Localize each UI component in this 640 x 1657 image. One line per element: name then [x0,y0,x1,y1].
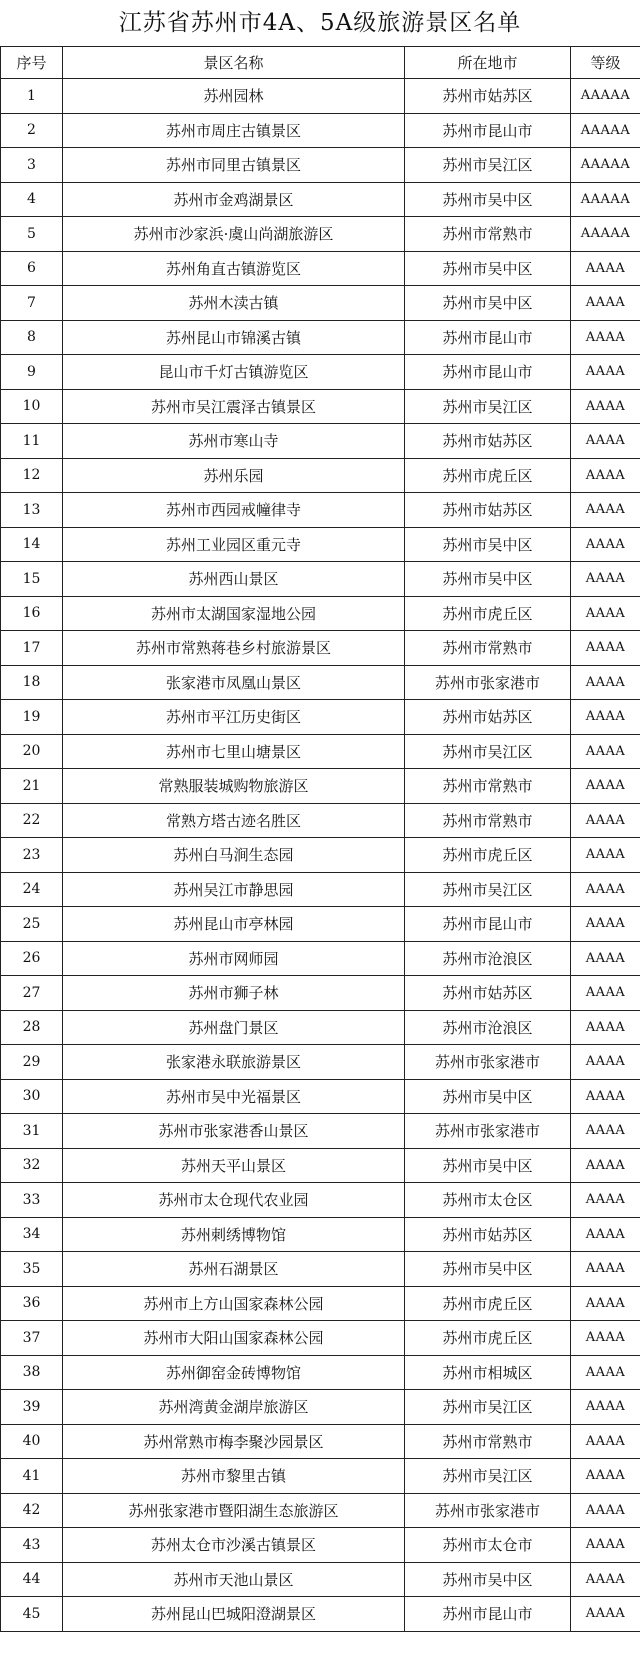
cell-no: 34 [1,1217,63,1252]
cell-city: 苏州市昆山市 [405,320,571,355]
cell-name: 苏州市常熟蒋巷乡村旅游景区 [63,631,405,666]
table-row [1,1286,640,1321]
cell-city: 苏州市吴中区 [405,1562,571,1597]
cell-name: 苏州园林 [63,79,405,114]
cell-name: 苏州市周庄古镇景区 [63,113,405,148]
cell-no: 40 [1,1424,63,1459]
cell-grade: AAAA [571,907,640,942]
table-row [1,907,640,942]
table-row [1,493,640,528]
table-row [1,941,640,976]
cell-name: 苏州市网师园 [63,941,405,976]
cell-name: 苏州工业园区重元寺 [63,527,405,562]
cell-no: 5 [1,217,63,252]
cell-grade: AAAA [571,320,640,355]
cell-no: 8 [1,320,63,355]
cell-grade: AAAA [571,1148,640,1183]
cell-name: 苏州湾黄金湖岸旅游区 [63,1390,405,1425]
cell-no: 7 [1,286,63,321]
header-name: 景区名称 [63,47,405,79]
cell-no: 18 [1,665,63,700]
table-row [1,113,640,148]
cell-grade: AAAAA [571,182,640,217]
cell-grade: AAAA [571,424,640,459]
cell-city: 苏州市吴中区 [405,562,571,597]
cell-grade: AAAA [571,355,640,390]
cell-name: 苏州乐园 [63,458,405,493]
cell-no: 39 [1,1390,63,1425]
cell-grade: AAAA [571,493,640,528]
cell-no: 2 [1,113,63,148]
cell-name: 苏州刺绣博物馆 [63,1217,405,1252]
cell-grade: AAAA [571,1183,640,1218]
cell-no: 26 [1,941,63,976]
cell-grade: AAAA [571,665,640,700]
cell-city: 苏州市常熟市 [405,1424,571,1459]
cell-city: 苏州市吴中区 [405,527,571,562]
cell-grade: AAAAA [571,79,640,114]
cell-grade: AAAA [571,458,640,493]
cell-grade: AAAA [571,1252,640,1287]
cell-city: 苏州市吴中区 [405,1079,571,1114]
cell-grade: AAAA [571,872,640,907]
cell-name: 常熟方塔古迹名胜区 [63,803,405,838]
cell-grade: AAAA [571,1459,640,1494]
cell-name: 苏州市同里古镇景区 [63,148,405,183]
cell-name: 张家港市凤凰山景区 [63,665,405,700]
cell-grade: AAAAA [571,217,640,252]
cell-grade: AAAA [571,1597,640,1632]
cell-name: 苏州太仓市沙溪古镇景区 [63,1528,405,1563]
table-row [1,355,640,390]
table-row [1,1459,640,1494]
table-row [1,458,640,493]
cell-grade: AAAAA [571,113,640,148]
cell-name: 苏州石湖景区 [63,1252,405,1287]
cell-city: 苏州市姑苏区 [405,424,571,459]
table-row [1,1528,640,1563]
cell-no: 13 [1,493,63,528]
cell-no: 6 [1,251,63,286]
cell-city: 苏州市姑苏区 [405,493,571,528]
cell-city: 苏州市沧浪区 [405,941,571,976]
cell-city: 苏州市吴中区 [405,251,571,286]
cell-no: 37 [1,1321,63,1356]
table-row [1,389,640,424]
cell-name: 张家港永联旅游景区 [63,1045,405,1080]
cell-name: 苏州角直古镇游览区 [63,251,405,286]
cell-grade: AAAAA [571,148,640,183]
cell-city: 苏州市常熟市 [405,803,571,838]
table-row [1,1321,640,1356]
cell-no: 11 [1,424,63,459]
cell-no: 21 [1,769,63,804]
cell-no: 12 [1,458,63,493]
cell-no: 31 [1,1114,63,1149]
table-row [1,1252,640,1287]
table-row [1,527,640,562]
cell-grade: AAAA [571,389,640,424]
cell-city: 苏州市常熟市 [405,631,571,666]
cell-name: 苏州市平江历史街区 [63,700,405,735]
table-row [1,1493,640,1528]
cell-name: 苏州市吴江震泽古镇景区 [63,389,405,424]
cell-city: 苏州市太仓市 [405,1528,571,1563]
table-row [1,424,640,459]
cell-city: 苏州市虎丘区 [405,1321,571,1356]
cell-grade: AAAA [571,631,640,666]
cell-name: 苏州西山景区 [63,562,405,597]
cell-city: 苏州市常熟市 [405,217,571,252]
cell-city: 苏州市姑苏区 [405,1217,571,1252]
cell-no: 15 [1,562,63,597]
cell-no: 17 [1,631,63,666]
table-row [1,1183,640,1218]
cell-no: 43 [1,1528,63,1563]
cell-grade: AAAA [571,1562,640,1597]
cell-no: 38 [1,1355,63,1390]
cell-name: 苏州市七里山塘景区 [63,734,405,769]
cell-name: 苏州市狮子林 [63,976,405,1011]
cell-city: 苏州市张家港市 [405,1114,571,1149]
cell-name: 苏州市黎里古镇 [63,1459,405,1494]
table-row [1,1148,640,1183]
table-row [1,700,640,735]
table-row [1,1010,640,1045]
cell-name: 苏州御窑金砖博物馆 [63,1355,405,1390]
cell-city: 苏州市姑苏区 [405,700,571,735]
cell-grade: AAAA [571,976,640,1011]
cell-no: 36 [1,1286,63,1321]
cell-city: 苏州市张家港市 [405,1493,571,1528]
cell-name: 苏州常熟市梅李聚沙园景区 [63,1424,405,1459]
cell-city: 苏州市吴中区 [405,1252,571,1287]
cell-no: 10 [1,389,63,424]
cell-grade: AAAA [571,1493,640,1528]
cell-grade: AAAA [571,527,640,562]
cell-name: 昆山市千灯古镇游览区 [63,355,405,390]
table-row [1,286,640,321]
table-header-row [1,47,640,79]
cell-grade: AAAA [571,803,640,838]
cell-city: 苏州市相城区 [405,1355,571,1390]
cell-no: 27 [1,976,63,1011]
cell-no: 42 [1,1493,63,1528]
table-row [1,1114,640,1149]
cell-grade: AAAA [571,1424,640,1459]
cell-city: 苏州市吴江区 [405,872,571,907]
cell-city: 苏州市吴江区 [405,1459,571,1494]
table-row [1,79,640,114]
table-row [1,1355,640,1390]
cell-city: 苏州市张家港市 [405,665,571,700]
cell-name: 苏州市金鸡湖景区 [63,182,405,217]
cell-city: 苏州市昆山市 [405,355,571,390]
cell-grade: AAAA [571,700,640,735]
cell-name: 苏州昆山市亭林园 [63,907,405,942]
cell-no: 25 [1,907,63,942]
cell-city: 苏州市虎丘区 [405,838,571,873]
header-no: 序号 [1,47,63,79]
table-row [1,1424,640,1459]
cell-name: 苏州盘门景区 [63,1010,405,1045]
cell-name: 苏州张家港市暨阳湖生态旅游区 [63,1493,405,1528]
cell-name: 苏州白马涧生态园 [63,838,405,873]
cell-grade: AAAA [571,596,640,631]
cell-no: 20 [1,734,63,769]
cell-name: 苏州昆山市锦溪古镇 [63,320,405,355]
cell-name: 苏州木渎古镇 [63,286,405,321]
cell-no: 3 [1,148,63,183]
table-row [1,838,640,873]
cell-name: 苏州市沙家浜·虞山尚湖旅游区 [63,217,405,252]
cell-no: 33 [1,1183,63,1218]
table-row [1,665,640,700]
cell-name: 苏州市大阳山国家森林公园 [63,1321,405,1356]
cell-no: 19 [1,700,63,735]
cell-city: 苏州市虎丘区 [405,1286,571,1321]
cell-city: 苏州市昆山市 [405,907,571,942]
header-grade: 等级 [571,47,640,79]
cell-grade: AAAA [571,1217,640,1252]
cell-grade: AAAA [571,251,640,286]
cell-name: 苏州昆山巴城阳澄湖景区 [63,1597,405,1632]
cell-no: 29 [1,1045,63,1080]
cell-no: 44 [1,1562,63,1597]
table-body [1,79,640,1632]
table-row [1,596,640,631]
cell-grade: AAAA [571,1321,640,1356]
cell-grade: AAAA [571,1355,640,1390]
cell-name: 苏州市上方山国家森林公园 [63,1286,405,1321]
cell-grade: AAAA [571,286,640,321]
table-row [1,251,640,286]
cell-city: 苏州市吴江区 [405,389,571,424]
cell-name: 苏州市天池山景区 [63,1562,405,1597]
cell-city: 苏州市吴江区 [405,1390,571,1425]
cell-no: 45 [1,1597,63,1632]
table-row [1,182,640,217]
cell-grade: AAAA [571,1390,640,1425]
cell-no: 24 [1,872,63,907]
table-row [1,562,640,597]
cell-grade: AAAA [571,1286,640,1321]
table-row [1,769,640,804]
cell-city: 苏州市吴中区 [405,182,571,217]
cell-no: 35 [1,1252,63,1287]
cell-name: 常熟服装城购物旅游区 [63,769,405,804]
cell-grade: AAAA [571,1114,640,1149]
cell-no: 14 [1,527,63,562]
cell-city: 苏州市吴江区 [405,734,571,769]
table-row [1,1562,640,1597]
cell-no: 16 [1,596,63,631]
table-row [1,872,640,907]
cell-no: 22 [1,803,63,838]
table-row [1,1079,640,1114]
cell-name: 苏州天平山景区 [63,1148,405,1183]
cell-name: 苏州市太湖国家湿地公园 [63,596,405,631]
table-row [1,1390,640,1425]
cell-name: 苏州市太仓现代农业园 [63,1183,405,1218]
table-row [1,217,640,252]
cell-no: 1 [1,79,63,114]
table-row [1,1217,640,1252]
cell-city: 苏州市太仓区 [405,1183,571,1218]
cell-no: 28 [1,1010,63,1045]
table-row [1,631,640,666]
cell-grade: AAAA [571,1045,640,1080]
cell-no: 4 [1,182,63,217]
header-city: 所在地市 [405,47,571,79]
cell-city: 苏州市常熟市 [405,769,571,804]
cell-no: 30 [1,1079,63,1114]
cell-city: 苏州市虎丘区 [405,596,571,631]
cell-no: 32 [1,1148,63,1183]
cell-city: 苏州市姑苏区 [405,79,571,114]
cell-name: 苏州吴江市静思园 [63,872,405,907]
cell-name: 苏州市吴中光福景区 [63,1079,405,1114]
cell-city: 苏州市昆山市 [405,1597,571,1632]
cell-grade: AAAA [571,769,640,804]
cell-grade: AAAA [571,1079,640,1114]
cell-city: 苏州市沧浪区 [405,1010,571,1045]
cell-grade: AAAA [571,734,640,769]
cell-grade: AAAA [571,941,640,976]
scenic-area-table [0,46,640,1632]
table-row [1,1045,640,1080]
cell-city: 苏州市吴中区 [405,1148,571,1183]
cell-name: 苏州市张家港香山景区 [63,1114,405,1149]
page-title: 江苏省苏州市4A、5A级旅游景区名单 [118,10,522,36]
table-row [1,734,640,769]
cell-city: 苏州市姑苏区 [405,976,571,1011]
table-row [1,803,640,838]
cell-city: 苏州市昆山市 [405,113,571,148]
cell-grade: AAAA [571,562,640,597]
cell-name: 苏州市西园戒幢律寺 [63,493,405,528]
cell-no: 23 [1,838,63,873]
cell-name: 苏州市寒山寺 [63,424,405,459]
cell-no: 9 [1,355,63,390]
table-row [1,320,640,355]
cell-grade: AAAA [571,1010,640,1045]
cell-grade: AAAA [571,838,640,873]
table-row [1,1597,640,1632]
cell-grade: AAAA [571,1528,640,1563]
table-row [1,976,640,1011]
cell-city: 苏州市吴中区 [405,286,571,321]
cell-city: 苏州市张家港市 [405,1045,571,1080]
cell-city: 苏州市吴江区 [405,148,571,183]
table-row [1,148,640,183]
cell-city: 苏州市虎丘区 [405,458,571,493]
cell-no: 41 [1,1459,63,1494]
